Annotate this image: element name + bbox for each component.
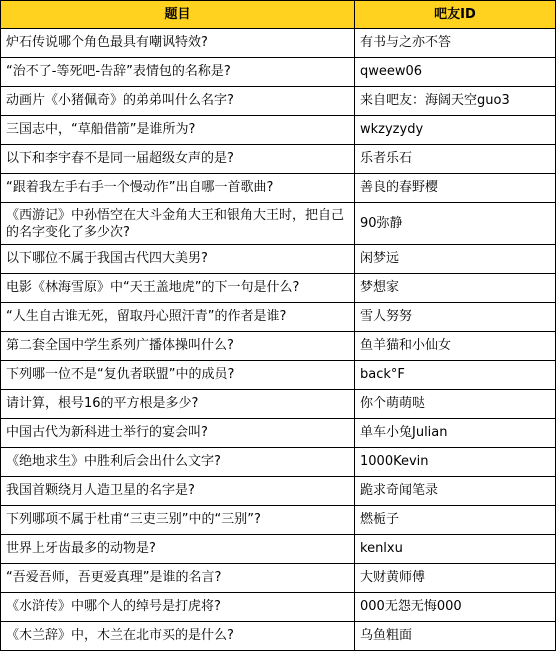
- table-row: [1, 58, 556, 87]
- user-id-cell: 来自吧友：海阔天空guo3: [355, 87, 556, 116]
- question-cell: 《木兰辞》中，木兰在北市买的是什么?: [1, 622, 355, 651]
- table-row: [1, 564, 556, 593]
- table-row: [1, 245, 556, 274]
- question-cell: “吾爱吾师，吾更爱真理”是谁的名言?: [1, 564, 355, 593]
- user-id-cell: 善良的春野樱: [355, 174, 556, 203]
- user-id-cell: 跪求奇闻笔录: [355, 477, 556, 506]
- user-id-cell: 大财黄师傅: [355, 564, 556, 593]
- header-user-id: 吧友ID: [355, 1, 556, 29]
- question-cell: 《绝地求生》中胜利后会出什么文字?: [1, 448, 355, 477]
- question-cell: 电影《林海雪原》中“天王盖地虎”的下一句是什么?: [1, 274, 355, 303]
- user-id-cell: 000无怨无悔000: [355, 593, 556, 622]
- question-cell: 世界上牙齿最多的动物是?: [1, 535, 355, 564]
- table-row: [1, 593, 556, 622]
- user-id-cell: kenlxu: [355, 535, 556, 564]
- table-row: [1, 361, 556, 390]
- user-id-cell: 闲梦远: [355, 245, 556, 274]
- question-cell: 中国古代为新科进士举行的宴会叫?: [1, 419, 355, 448]
- table-header-row: [1, 1, 556, 29]
- table-row: [1, 506, 556, 535]
- table-row: [1, 87, 556, 116]
- question-cell: 请计算，根号16的平方根是多少?: [1, 390, 355, 419]
- question-cell: 以下和李宇春不是同一届超级女声的是?: [1, 145, 355, 174]
- user-id-cell: 梦想家: [355, 274, 556, 303]
- question-cell: 下列哪一位不是“复仇者联盟”中的成员?: [1, 361, 355, 390]
- user-id-cell: wkzyzydy: [355, 116, 556, 145]
- question-cell: 三国志中，“草船借箭”是谁所为?: [1, 116, 355, 145]
- question-cell: 以下哪位不属于我国古代四大美男?: [1, 245, 355, 274]
- user-id-cell: qweew06: [355, 58, 556, 87]
- table-row: [1, 390, 556, 419]
- table-row: [1, 419, 556, 448]
- question-cell: “人生自古谁无死，留取丹心照汗青”的作者是谁?: [1, 303, 355, 332]
- table-row: [1, 29, 556, 58]
- table-row: [1, 303, 556, 332]
- table-row: [1, 145, 556, 174]
- user-id-cell: 雪人努努: [355, 303, 556, 332]
- user-id-cell: 1000Kevin: [355, 448, 556, 477]
- question-cell: “跟着我左手右手一个慢动作”出自哪一首歌曲?: [1, 174, 355, 203]
- user-id-cell: 90弥静: [355, 203, 556, 245]
- question-cell: 《水浒传》中哪个人的绰号是打虎将?: [1, 593, 355, 622]
- question-cell: 第二套全国中学生系列广播体操叫什么?: [1, 332, 355, 361]
- user-id-cell: 乐者乐石: [355, 145, 556, 174]
- question-cell: 下列哪项不属于杜甫“三吏三别”中的“三别”?: [1, 506, 355, 535]
- user-id-cell: 鱼羊猫和小仙女: [355, 332, 556, 361]
- table-row: [1, 116, 556, 145]
- table-row: [1, 274, 556, 303]
- table-row: [1, 203, 556, 245]
- question-cell: 《西游记》中孙悟空在大斗金角大王和银角大王时，把自己的名字变化了多少次?: [1, 203, 355, 245]
- table-row: [1, 448, 556, 477]
- user-id-cell: 乌鱼粗面: [355, 622, 556, 651]
- question-cell: 炉石传说哪个角色最具有嘲讽特效?: [1, 29, 355, 58]
- question-cell: “治不了-等死吧-告辞”表情包的名称是?: [1, 58, 355, 87]
- user-id-cell: 燃栀子: [355, 506, 556, 535]
- user-id-cell: 单车小兔Julian: [355, 419, 556, 448]
- question-cell: 动画片《小猪佩奇》的弟弟叫什么名字?: [1, 87, 355, 116]
- table-row: [1, 477, 556, 506]
- table-row: [1, 332, 556, 361]
- header-question: 题目: [1, 1, 355, 29]
- question-cell: 我国首颗绕月人造卫星的名字是?: [1, 477, 355, 506]
- table-row: [1, 535, 556, 564]
- table-row: [1, 622, 556, 651]
- user-id-cell: 有书与之亦不答: [355, 29, 556, 58]
- user-id-cell: back°F: [355, 361, 556, 390]
- user-id-cell: 你个萌萌哒: [355, 390, 556, 419]
- table-row: [1, 174, 556, 203]
